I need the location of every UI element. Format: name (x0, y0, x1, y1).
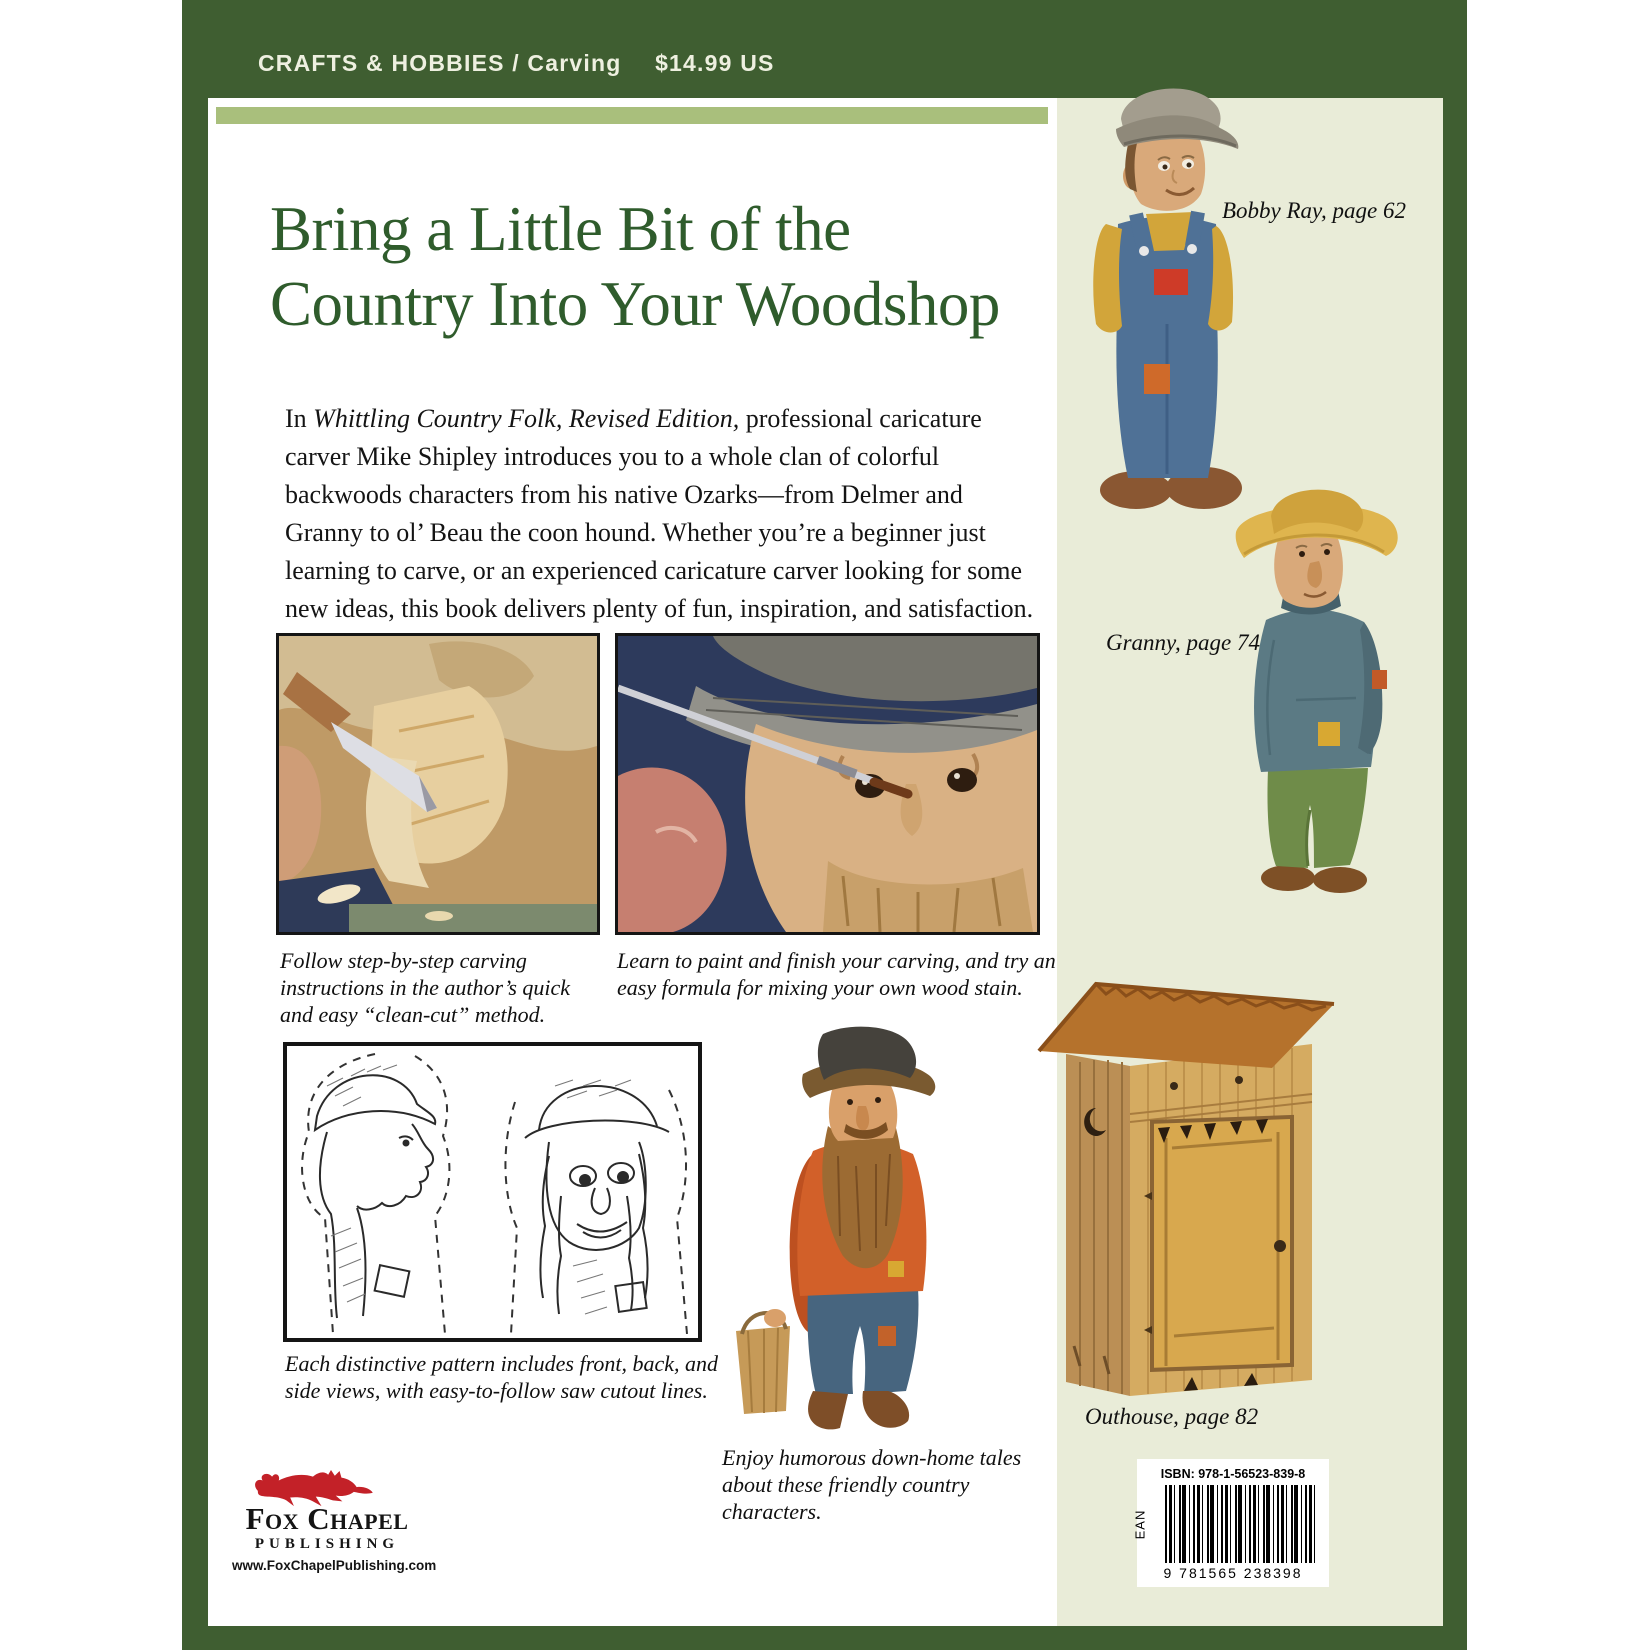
intro-body: professional caricature carver Mike Shipley introduces you to a whole clan of colorful backwoods characters from his native Ozarks—from Delmer and Granny to ol’ Beau the coon hound. Whether you’re a beginner just learning to carve, or an experienced caricature carver looking for some new ideas, this book delivers plenty of fun, inspiration, and satisfaction. (285, 404, 1034, 623)
outhouse-figure (1034, 946, 1346, 1398)
price-label: $14.99 US (655, 50, 775, 76)
barcode-bars (1165, 1485, 1317, 1563)
publisher-website: www.FoxChapelPublishing.com (232, 1558, 437, 1573)
barcode-block (1132, 1459, 1329, 1587)
publisher-subname: PUBLISHING (254, 1536, 400, 1552)
intro-prefix: In (285, 404, 314, 433)
bobby-ray-figure (1066, 74, 1271, 514)
pattern-caption: Each distinctive pattern includes front, back, and side views, with easy-to-follow saw cutout lines. (285, 1351, 718, 1403)
bucket-man-figure (728, 1026, 1008, 1446)
category-header (258, 50, 775, 77)
intro-paragraph (285, 400, 1037, 628)
publisher-name: Fox Chapel (245, 1501, 409, 1536)
painting-photo-caption: Learn to paint and finish your carving, and try an easy formula for mixing your own wood stain. (617, 948, 1056, 1000)
granny-caption: Granny, page 74 (1106, 630, 1260, 655)
page-title (270, 192, 1000, 342)
title-line-1: Bring a Little Bit of the (270, 194, 851, 264)
isbn-label: ISBN: 978-1-56523-839-8 (1160, 1467, 1306, 1481)
outhouse-caption: Outhouse, page 82 (1085, 1404, 1259, 1429)
bucket-figure-caption: Enjoy humorous down-home tales about these friendly country characters. (722, 1445, 1022, 1524)
book-title-italic: Whittling Country Folk, Revised Edition, (313, 404, 740, 433)
category-label: CRAFTS & HOBBIES / Carving (258, 50, 622, 76)
pattern-drawing (283, 1042, 702, 1342)
granny-figure (1226, 470, 1408, 902)
carving-photo-art (279, 636, 597, 932)
carving-photo-caption: Follow step-by-step carving instructions in the author’s quick and easy “clean-cut” method. (280, 948, 571, 1027)
carving-photo (276, 633, 600, 935)
pattern-drawing-art (287, 1046, 698, 1338)
title-line-2: Country Into Your Woodshop (270, 269, 1000, 339)
painting-photo (615, 633, 1040, 935)
olive-accent-bar (216, 107, 1048, 124)
bobby-ray-caption: Bobby Ray, page 62 (1222, 198, 1406, 223)
barcode-digits: 9 781565 238398 (1163, 1565, 1303, 1581)
ean-label: EAN (1132, 1509, 1148, 1540)
painting-photo-art (618, 636, 1037, 932)
